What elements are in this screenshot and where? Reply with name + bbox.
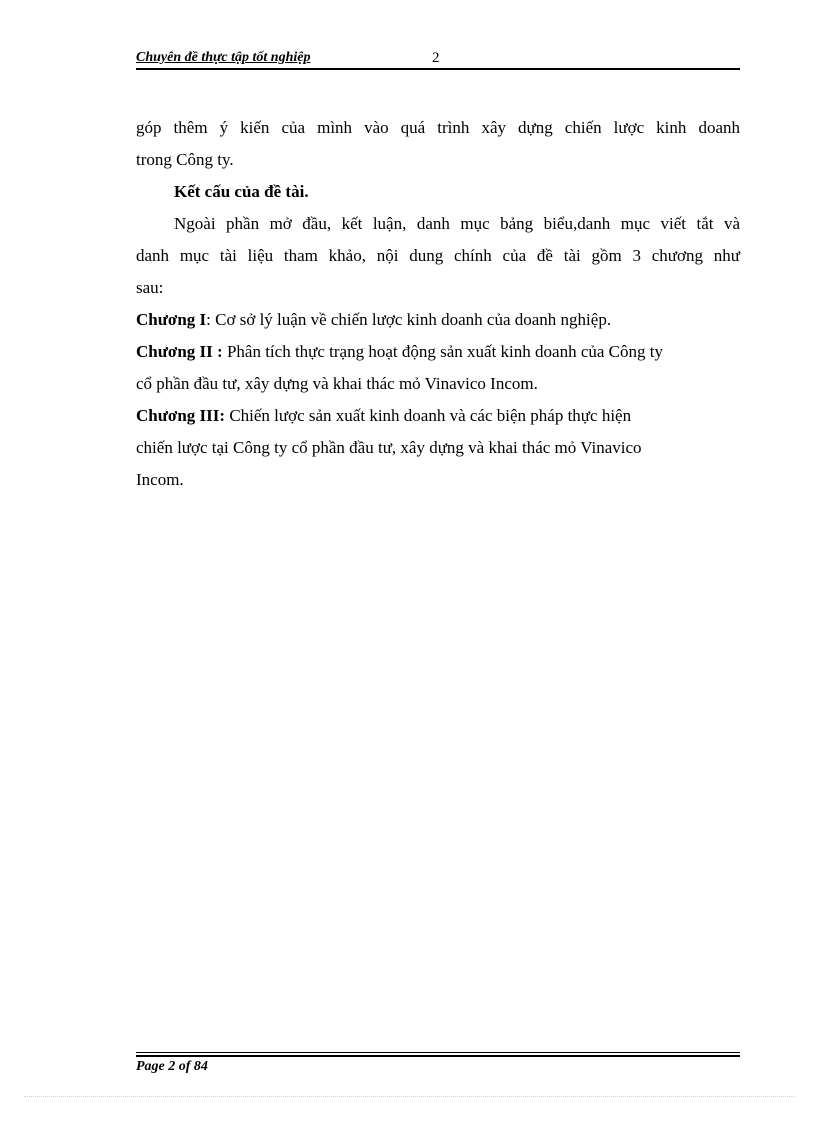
- paragraph-2-line-2: danh mục tài liệu tham khảo, nội dung chính của đề tài gồm 3 chương như: [136, 246, 740, 265]
- chapter-3-label: Chương III:: [136, 406, 226, 425]
- header-page-number: 2: [432, 50, 440, 66]
- chapter-3-line-2: chiến lược tại Công ty cổ phần đầu tư, xây dựng và khai thác mỏ Vinavico: [136, 438, 642, 457]
- paragraph-2-line-3: sau:: [136, 278, 164, 297]
- structure-heading: Kết cấu của đề tài.: [174, 182, 309, 201]
- chapter-2-line-2: cổ phần đầu tư, xây dựng và khai thác mỏ Vinavico Incom.: [136, 374, 538, 393]
- chapter-3-text: Chiến lược sản xuất kinh doanh và các biện pháp thực hiện: [225, 406, 632, 425]
- paragraph-1-line-1: góp thêm ý kiến của mình vào quá trình xây dựng chiến lược kinh doanh: [136, 118, 740, 137]
- header-title: Chuyên đề thực tập tốt nghiệp: [136, 50, 311, 65]
- paragraph-1-line-2: trong Công ty.: [136, 150, 234, 169]
- chapter-2-text: Phân tích thực trạng hoạt động sản xuất kinh doanh của Công ty: [222, 342, 663, 361]
- paragraph-2-line-1: Ngoài phần mở đầu, kết luận, danh mục bảng biểu,danh mục viết tắt và: [174, 214, 740, 233]
- chapter-2-line-1: [136, 336, 740, 368]
- footer-divider-thin: [136, 1052, 740, 1053]
- chapter-1-label: Chương I: [136, 310, 207, 329]
- footer-divider-thick: [136, 1055, 740, 1057]
- document-body: [136, 112, 740, 496]
- chapter-3-line-3: Incom.: [136, 470, 184, 489]
- page-edge-divider: [24, 1096, 794, 1097]
- chapter-3-line-1: [136, 400, 740, 432]
- chapter-2-label: Chương II :: [136, 342, 223, 361]
- chapter-1-text: : Cơ sở lý luận về chiến lược kinh doanh của doanh nghiệp.: [206, 310, 612, 329]
- chapter-1: [136, 304, 740, 336]
- footer-page-label: Page 2 of 84: [136, 1059, 208, 1074]
- page-header: [136, 50, 740, 70]
